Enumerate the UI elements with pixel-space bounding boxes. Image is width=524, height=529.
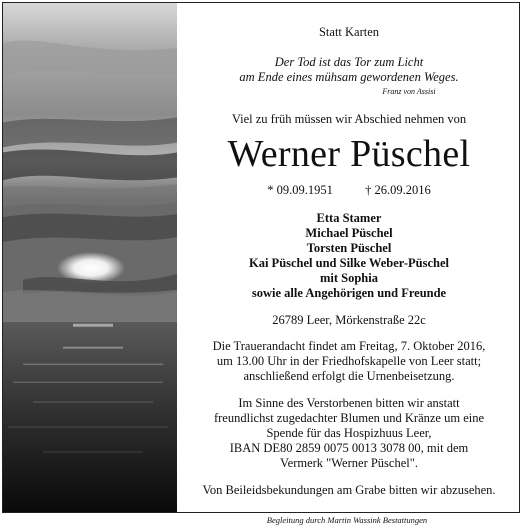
quote-author: Franz von Assisi (382, 87, 436, 96)
closing-text: Von Beileidsbekundungen am Grabe bitten wir abzusehen. (202, 483, 496, 497)
obituary-frame (2, 2, 520, 513)
mourner: Michael Püschel (305, 226, 393, 240)
mourner: Kai Püschel und Silke Weber-Püschel (248, 256, 450, 270)
donation-line: IBAN DE80 2859 0075 0013 3078 00, mit dem (229, 441, 469, 455)
life-dates (185, 183, 513, 198)
service-line: um 13.00 Uhr in der Friedhofskapelle von Leer statt; (216, 354, 482, 368)
birth-date: * 09.09.1951 (267, 183, 333, 197)
footer-credit: Begleitung durch Martin Wassink Bestattungen (266, 515, 428, 525)
address-text: 26789 Leer, Mörkenstraße 22c (272, 313, 426, 327)
donation-line: Vermerk "Werner Püschel". (280, 456, 418, 470)
service-line: anschließend erfolgt die Urnenbeisetzung. (243, 369, 455, 383)
donation-line: Spende für das Hospizhuus Leer, (266, 426, 432, 440)
deceased-name: Werner Püschel (227, 133, 471, 175)
donation-line: Im Sinne des Verstorbenen bitten wir anstatt (238, 396, 460, 410)
death-date: † 26.09.2016 (365, 183, 431, 197)
donation-line: freundlichst zugedachter Blumen und Kränze um eine (213, 411, 485, 425)
service-line: Die Trauerandacht findet am Freitag, 7. Oktober 2016, (212, 339, 486, 353)
header-text: Statt Karten (318, 25, 380, 39)
mourner: mit Sophia (319, 271, 378, 285)
mourner: Torsten Püschel (306, 241, 392, 255)
mourner: Etta Stamer (316, 211, 382, 225)
mourner: sowie alle Angehörigen und Freunde (251, 286, 447, 300)
quote-line-2: am Ende eines mühsam gewordenen Weges. (239, 70, 459, 84)
intro-text: Viel zu früh müssen wir Abschied nehmen von (231, 112, 467, 126)
sunset-sea-photo (3, 3, 177, 512)
quote-line-1: Der Tod ist das Tor zum Licht (274, 55, 424, 69)
obituary-text (185, 3, 513, 512)
